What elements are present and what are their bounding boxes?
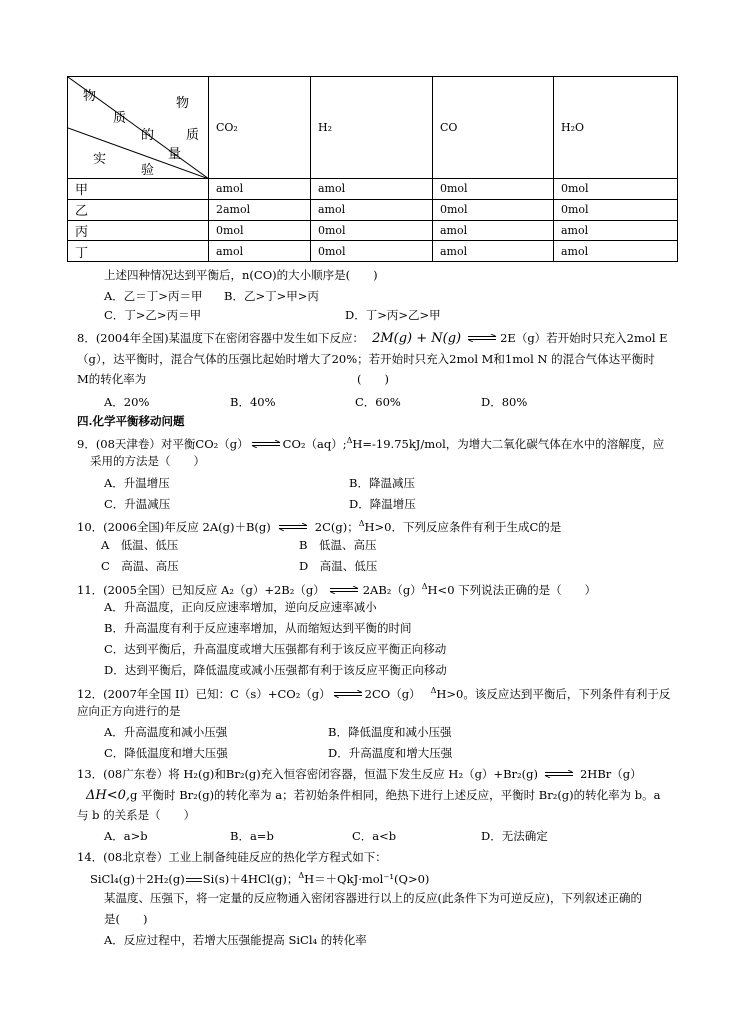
option-b: B．a=b [230, 829, 274, 843]
q12-stem-c: H>0。该反应达到平衡后，下列条件有利于反 [436, 686, 671, 701]
diag-label: 质 [113, 111, 127, 126]
equilibrium-arrow-icon [467, 334, 497, 342]
question-14: 14．(08北京卷）工业上制备纯硅反应的热化学方程式如下： [77, 850, 387, 864]
delta-symbol: Δ [358, 519, 365, 528]
q8-stem: 8．(2004年全国)某温度下在密闭容器中发生如下反应： [77, 331, 365, 345]
answer-paren: ( ) [357, 372, 389, 386]
delta-symbol: Δ [430, 686, 437, 695]
option-b: B．40% [230, 395, 276, 409]
table-cell: 0mol [554, 179, 678, 200]
q8-line3: M的转化率为 [77, 372, 147, 386]
question-11 [77, 580, 596, 597]
q13-line2 [86, 788, 661, 803]
q14-line3: 某温度、压强下，将一定量的反应物通入密闭容器进行以上的反应(此条件下为可逆反应)，下列叙述正确的 [104, 891, 642, 905]
option-a: A．升高温度，正向反应速率增加，逆向反应速率减小 [104, 600, 377, 614]
diag-label: 量 [168, 147, 182, 162]
option-a: A．升温增压 [104, 476, 170, 490]
q10-stem: 10．(2006全国)年反应 2A(g)＋B(g) [77, 519, 271, 534]
q8-stem-b: 2E（g）若开始时只充入2mol E [500, 331, 668, 345]
col-header: CO [433, 77, 554, 179]
diag-label: 的 [141, 128, 155, 143]
q12-stem-b: 2CO（g） [364, 686, 421, 701]
option-a: A．升高温度和减小压强 [104, 725, 228, 739]
option-b: B．升高温度有利于反应速率增加，从而缩短达到平衡的时间 [104, 621, 412, 635]
q11-stem-b: 2AB₂（g） [362, 582, 422, 597]
question-8 [77, 331, 668, 346]
table-cell: 0mol [209, 220, 311, 241]
question-10 [77, 517, 561, 534]
diag-label: 质 [186, 128, 200, 143]
option-d: D．达到平衡后，降低温度或减小压强都有利于该反应平衡正向移动 [104, 663, 447, 677]
row-label: 丙 [68, 220, 209, 241]
question-9 [77, 434, 664, 451]
q13-stem-b: 2HBr（g） [579, 767, 642, 781]
option-b: B．降温减压 [349, 476, 415, 490]
equilibrium-arrow-icon [544, 770, 574, 778]
col-header: H₂O [554, 77, 678, 179]
q9-line2: 采用的方法是（ ） [90, 454, 205, 468]
reaction-arrow-icon [186, 877, 202, 883]
option-c: C．升温减压 [104, 497, 171, 511]
q13-stem: 13．(08广东卷）将 H₂(g)和Br₂(g)充入恒容密闭容器，恒温下发生反应 H₂（g）+Br₂(g) [77, 767, 538, 781]
table-cell: 0mol [311, 220, 433, 241]
q14-eq-c: H＝＋QkJ·mol⁻¹(Q>0) [304, 871, 430, 886]
table-cell: 0mol [554, 199, 678, 220]
option-b: B．乙>丁>甲>丙 [224, 289, 319, 303]
q12-line2: 应向正方向进行的是 [77, 704, 181, 718]
option-a: A．20% [104, 395, 150, 409]
equilibrium-arrow-icon [333, 690, 363, 698]
data-table [67, 76, 677, 262]
option-d: D．升高温度和增大压强 [328, 746, 453, 760]
q9-stem-c: H=-19.75kJ/mol，为增大二氧化碳气体在水中的溶解度，应 [352, 436, 665, 451]
q8-equation: 2M(g) + N(g) [372, 331, 462, 346]
q14-equation [90, 869, 429, 886]
table-row [68, 220, 678, 241]
row-label: 甲 [68, 179, 209, 200]
delta-symbol: Δ [346, 436, 353, 445]
q8-line2: （g），达平衡时，混合气体的压强比起始时增大了20%；若开始时只充入2mol M和1mol N 的混合气体达平衡时 [77, 352, 655, 366]
option-a: A 低温、低压 [101, 538, 179, 552]
q13-line3: 与 b 的关系是（ ） [77, 808, 196, 822]
q10-stem-c: H>0．下列反应条件有利于生成C的是 [364, 519, 562, 534]
option-b: B 低温、高压 [299, 538, 377, 552]
option-b: B．降低温度和减小压强 [328, 725, 452, 739]
table-cell: amol [209, 179, 311, 200]
table-cell: amol [311, 179, 433, 200]
table-cell: amol [433, 220, 554, 241]
option-d: D 高温、低压 [299, 559, 378, 573]
section-heading: 四.化学平衡移动问题 [77, 414, 185, 428]
row-label: 丁 [68, 241, 209, 262]
table-cell: amol [554, 220, 678, 241]
diag-label: 物 [176, 96, 190, 111]
option-c: C．60% [355, 395, 401, 409]
option-c: C．降低温度和增大压强 [104, 746, 228, 760]
q9-stem: 9．(08天津卷）对平衡CO₂（g） [77, 436, 249, 451]
table-cell: amol [433, 241, 554, 262]
q10-stem-b: 2C(g)； [314, 519, 359, 534]
q14-line4: 是( ) [104, 912, 148, 926]
option-d: D．无法确定 [481, 829, 548, 843]
q14-eq-b: Si(s)＋4HCl(g)； [202, 871, 299, 886]
option-d: D．丁>丙>乙>甲 [345, 308, 441, 322]
question-12 [77, 684, 670, 701]
delta-symbol: Δ [421, 582, 428, 591]
option-c: C．达到平衡后，升高温度或增大压强都有利于该反应平衡正向移动 [104, 642, 447, 656]
table-cell: 0mol [311, 241, 433, 262]
q13-line2-text: g 平衡时 Br₂(g)的转化率为 a；若初始条件相同，绝热下进行上述反应，平衡时 Br₂(g)的转化率为 b。a [130, 788, 661, 802]
option-a: A．乙＝丁>丙＝甲 [104, 289, 203, 303]
diag-label: 验 [141, 163, 155, 178]
table-cell: 0mol [433, 199, 554, 220]
diag-label: 实 [93, 152, 107, 167]
col-header: H₂ [311, 77, 433, 179]
option-c: C．丁>乙>丙＝甲 [104, 308, 202, 322]
question-stem: 上述四种情况达到平衡后，n(CO)的大小顺序是( ) [104, 268, 378, 282]
row-label: 乙 [68, 199, 209, 220]
option-c: C．a<b [352, 829, 397, 843]
diagonal-header-cell [68, 77, 209, 179]
equilibrium-arrow-icon [273, 523, 313, 531]
col-header: CO₂ [209, 77, 311, 179]
table-cell: 0mol [433, 179, 554, 200]
equilibrium-arrow-icon [251, 440, 281, 448]
delta-symbol: Δ [298, 871, 305, 880]
table-row [68, 241, 678, 262]
q9-stem-b: CO₂（aq）; [282, 436, 347, 451]
table-cell: 2amol [209, 199, 311, 220]
table-row [68, 179, 678, 200]
q13-delta-h: ΔH<0, [86, 788, 131, 803]
table-cell: amol [209, 241, 311, 262]
q14-eq-a: SiCl₄(g)＋2H₂(g) [90, 871, 185, 886]
q12-stem: 12．(2007年全国 II）已知：C（s）+CO₂（g） [77, 686, 331, 701]
table-cell: amol [554, 241, 678, 262]
question-13 [77, 767, 642, 781]
option-d: D．80% [481, 395, 528, 409]
table-row [68, 199, 678, 220]
option-a: A．反应过程中，若增大压强能提高 SiCl₄ 的转化率 [104, 933, 367, 947]
equilibrium-arrow-icon [329, 586, 359, 594]
option-c: C 高温、高压 [101, 559, 179, 573]
option-a: A．a>b [104, 829, 148, 843]
q11-stem: 11．(2005全国）已知反应 A₂（g）+2B₂（g） [77, 582, 325, 597]
q11-stem-c: H<0 下列说法正确的是（ ） [427, 582, 597, 597]
diag-label: 物 [83, 89, 97, 104]
option-d: D．降温增压 [349, 497, 416, 511]
table-cell: amol [311, 199, 433, 220]
